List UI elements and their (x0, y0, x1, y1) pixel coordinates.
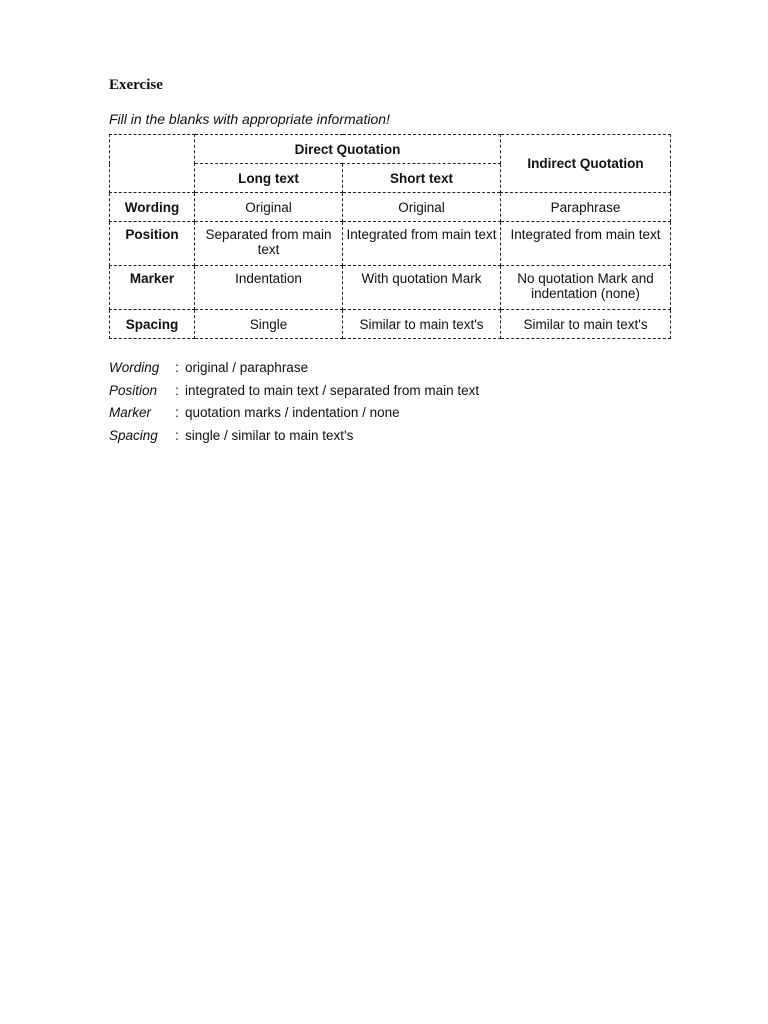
row-label: Position (110, 222, 195, 266)
exercise-title: Exercise (109, 77, 163, 93)
table-row (110, 266, 671, 310)
list-item (109, 404, 479, 427)
row-label: Spacing (110, 310, 195, 339)
legend-term: Marker (109, 405, 152, 421)
legend-options: integrated to main text / separated from main text (185, 382, 480, 398)
table-cell: Original (195, 193, 343, 222)
quotation-table (109, 134, 671, 339)
table-cell: Original (343, 193, 501, 222)
table-cell: Integrated from main text (343, 222, 501, 266)
legend-list (109, 359, 479, 449)
list-item (109, 359, 479, 382)
table-cell: Similar to main text's (501, 310, 671, 339)
row-label: Wording (110, 193, 195, 222)
table-cell: Separated from main text (195, 222, 343, 266)
list-item (109, 382, 479, 405)
table-cell: Paraphrase (501, 193, 671, 222)
legend-colon: : (175, 405, 179, 421)
long-text-header: Long text (195, 164, 343, 193)
table-row (110, 222, 671, 266)
legend-colon: : (175, 360, 179, 375)
table-row (110, 193, 671, 222)
legend-term: Wording (109, 360, 160, 375)
table-cell: No quotation Mark and indentation (none) (501, 266, 671, 310)
legend-options: original / paraphrase (185, 360, 309, 375)
legend-term: Spacing (109, 427, 158, 443)
legend-colon: : (175, 427, 179, 443)
short-text-header: Short text (343, 164, 501, 193)
indirect-quotation-header: Indirect Quotation (501, 135, 671, 193)
table-cell: Integrated from main text (501, 222, 671, 266)
row-label: Marker (110, 266, 195, 310)
table-row (110, 310, 671, 339)
instruction-text: Fill in the blanks with appropriate information! (109, 111, 390, 127)
table-cell: With quotation Mark (343, 266, 501, 310)
legend-colon: : (175, 382, 179, 398)
legend-options: single / similar to main text's (185, 427, 354, 443)
table-cell: Similar to main text's (343, 310, 501, 339)
legend-term: Position (109, 382, 158, 398)
empty-corner-cell (110, 135, 195, 193)
legend-options: quotation marks / indentation / none (185, 405, 400, 421)
list-item (109, 427, 479, 450)
direct-quotation-header: Direct Quotation (195, 135, 501, 164)
table-cell: Indentation (195, 266, 343, 310)
table-cell: Single (195, 310, 343, 339)
